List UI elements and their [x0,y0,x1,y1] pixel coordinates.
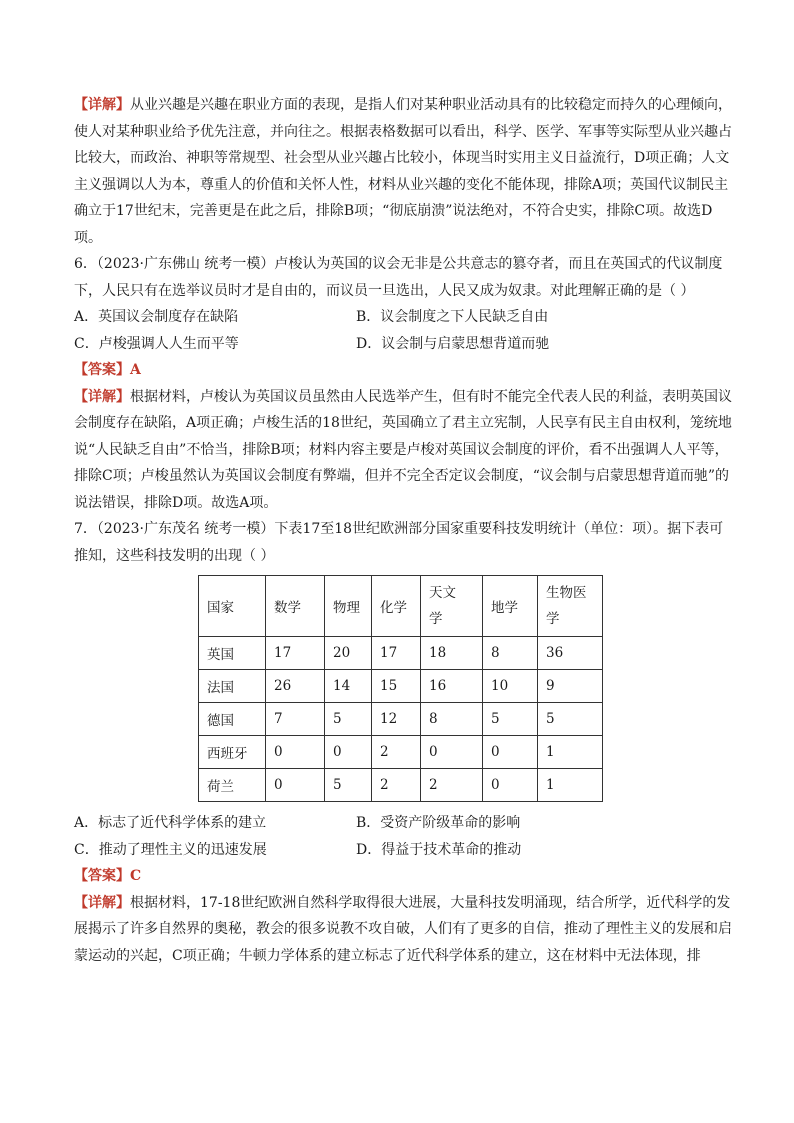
header-cell: 化学 [372,576,421,637]
table-cell: 荷兰 [199,769,266,802]
table-cell: 10 [483,670,538,703]
header-line: 学 [429,611,443,627]
option-a: A．英国议会制度存在缺陷 [74,309,239,325]
answer-value: C [130,868,142,884]
option-b: B．议会制度之下人民缺乏自由 [356,309,549,325]
table-cell: 英国 [199,637,266,670]
table-cell: 0 [483,769,538,802]
table-row [199,736,603,769]
detail-text: 根据材料，卢梭认为英国议员虽然由人民选举产生，但有时不能完全代表人民的利益，表明英国议会制度存在缺陷，A项正确；卢梭生活的18世纪，英国确立了君主立宪制，人民享有民主自由权利，笼统地说“人民缺乏自由”不恰当，排除B项；材料内容主要是卢梭对英国议会制度的评价，看不出强调人人平等，排除C项；卢梭虽然认为英国议会制度有弊端，但并不完全否定议会制度，“议会制与启蒙思想背道而驰”的说法错误，排除D项。故选A项。 [74,388,732,511]
table-row [199,703,603,736]
table-cell: 2 [372,769,421,802]
header-line: 学 [546,611,560,627]
table-cell: 36 [538,637,603,670]
detail-label: 【详解】 [74,97,130,113]
table-cell: 17 [266,637,325,670]
table-cell: 8 [483,637,538,670]
q6-options-row-1 [74,304,734,331]
header-cell: 数学 [266,576,325,637]
table-cell: 1 [538,769,603,802]
table-cell: 12 [372,703,421,736]
table-cell: 7 [266,703,325,736]
table-cell: 15 [372,670,421,703]
header-line: 天文 [429,585,456,601]
answer-label: 【答案】 [74,362,130,378]
invention-table [198,575,603,802]
q6-options-row-2 [74,331,734,358]
table-cell: 8 [421,703,483,736]
table-cell: 26 [266,670,325,703]
table-row [199,670,603,703]
table-cell: 17 [372,637,421,670]
option-a: A．标志了近代科学体系的建立 [74,815,267,831]
header-cell [421,576,483,637]
option-b: B．受资产阶级革命的影响 [356,815,521,831]
header-cell: 物理 [325,576,372,637]
header-cell: 地学 [483,576,538,637]
detail-text: 根据材料，17-18世纪欧洲自然科学取得很大进展，大量科技发明涌现，结合所学，近代科学的发展揭示了许多自然界的奥秘，教会的很多说教不攻自破，人们有了更多的自信，推动了理性主义的发展和启蒙运动的兴起，C项正确；牛顿力学体系的建立标志了近代科学体系的建立，这在材料中无法体现，排 [74,894,732,964]
option-c: C．卢梭强调人人生而平等 [74,335,239,352]
header-cell [538,576,603,637]
answer-label: 【答案】 [74,868,130,884]
table-cell: 20 [325,637,372,670]
q7-detail [74,890,734,970]
table-cell: 9 [538,670,603,703]
table-cell: 14 [325,670,372,703]
header-line: 生物医 [546,585,587,601]
detail-label: 【详解】 [74,894,130,911]
table-cell: 5 [325,703,372,736]
table-cell: 5 [483,703,538,736]
table-cell: 18 [421,637,483,670]
detail-text: 从业兴趣是兴趣在职业方面的表现，是指人们对某种职业活动具有的比较稳定而持久的心理倾向，使人对某种职业给予优先注意，并向往之。根据表格数据可以看出，科学、医学、军事等实际型从业兴趣占比较大，而政治、神职等常规型、社会型从业兴趣占比较小，体现当时实用主义日益流行，D项正确；人文主义强调以人为本，尊重人的价值和关怀人性，材料从业兴趣的变化不能体现，排除A项；英国代议制民主确立于17世纪末，完善更是在此之后，排除B项；“彻底崩溃”说法绝对，不符合史实，排除C项。故选D项。 [74,97,732,246]
option-c: C．推动了理性主义的迅速发展 [74,841,267,858]
table-cell: 0 [266,769,325,802]
table-cell: 2 [421,769,483,802]
q7-options-row-2 [74,837,734,864]
header-cell: 国家 [199,576,266,637]
table-cell: 2 [372,736,421,769]
table-cell: 1 [538,736,603,769]
table-cell: 德国 [199,703,266,736]
q7-options-row-1 [74,810,734,837]
table-cell: 西班牙 [199,736,266,769]
table-cell: 16 [421,670,483,703]
answer-value: A [130,362,141,378]
q6-stem: 6．（2023·广东佛山 统考一模）卢梭认为英国的议会无非是公共意志的篡夺者，而且在英国式的代议制度下，人民只有在选举议员时才是自由的，而议员一旦选出，人民又成为奴隶。对此理解正确的是（ ） [74,256,723,299]
document-page [74,92,734,969]
table-cell: 法国 [199,670,266,703]
q7-stem: 7．（2023·广东茂名 统考一模）下表17至18世纪欧洲部分国家重要科技发明统计（单位：项）。据下表可推知，这些科技发明的出现（ ） [74,521,724,564]
table-cell: 0 [266,736,325,769]
table-row [199,637,603,670]
q6-detail [74,384,734,517]
q7-answer [74,863,734,890]
table-cell: 5 [325,769,372,802]
table-cell: 0 [325,736,372,769]
table-cell: 5 [538,703,603,736]
option-d: D．议会制与启蒙思想背道而驰 [356,335,550,352]
detail-label: 【详解】 [74,388,130,405]
table-row [199,769,603,802]
table-cell: 0 [483,736,538,769]
table-header-row [199,576,603,637]
option-d: D．得益于技术革命的推动 [356,841,522,858]
q6-answer [74,357,734,384]
table-cell: 0 [421,736,483,769]
q5-detail [74,92,734,251]
